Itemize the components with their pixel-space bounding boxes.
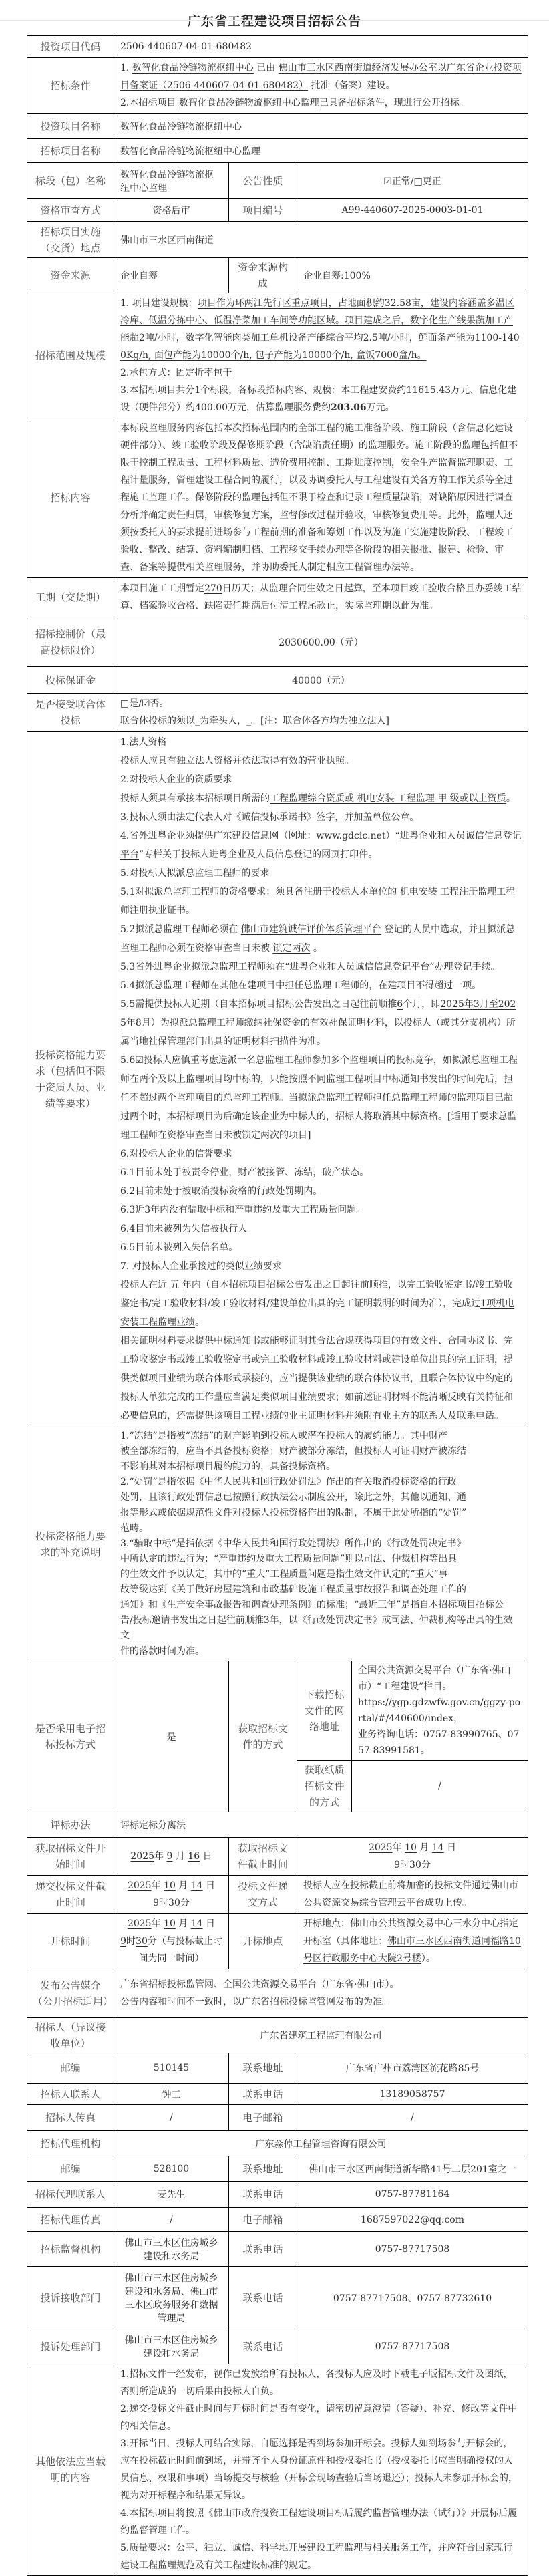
document-deadline-value: 2025年 10 月 14 日 9时30分 [297,1838,528,1876]
delivery-location-value: 佛山市三水区西南街道 [114,222,528,258]
row-delivery-location [27,222,528,258]
investment-project-name-label: 投资项目名称 [27,114,114,139]
row-bid-bond [27,667,528,694]
row-complaint-handling [27,2329,528,2364]
agency-label: 招标代理机构 [27,2131,114,2156]
row-duration [27,578,528,617]
agency-value: 广东淼倬工程管理咨询有限公司 [114,2131,528,2156]
tenderer-postcode-label: 邮编 [27,2053,114,2084]
tenderer-postcode-value: 510145 [114,2053,229,2084]
tender-announcement-table [27,35,528,2576]
complaint-handling-value: 佛山市三水区住房城乡建设和水务局 [114,2329,229,2364]
row-agency-postcode [27,2156,528,2182]
agency-contact-label: 招标代理联系人 [27,2182,114,2208]
agency-phone-label: 联系电话 [229,2182,297,2208]
project-number-value: A99-440607-2025-0003-01-01 [297,199,528,222]
agency-fax-label: 招标代理传真 [27,2208,114,2232]
announcement-media-value: 广东省招标投标监管网、全国公共资源交易平台（广东省·佛山市）。 公告内容和时间不一致时，以广东省招标投标监管网发布的为准。 [114,1969,528,2018]
submit-deadline-value: 2025年 10 月 14 日 9时30分 [114,1876,229,1914]
investment-project-name-value: 数智化食品冷链物流枢纽中心 [114,114,528,139]
tender-content-value: 本标段监理服务内容包括本次招标范围内的全部工程的施工准备阶段、施工阶段（含信息化建设硬件部分）、竣工验收阶段及保修期阶段（含缺陷责任期）的监理服务。施工阶段的监理包括但不限于控制工程质量、工程材料质量、造价费用控制、工期进度控制，安全生产监督监理职责、工程计量服务，管理建设工程合同的履行，以及协调委托人与工程建设有关各方的工作关系等全过程施工监理工作。保修阶段的监理包括但不限于检查和记录工程质量缺陷，对缺陷原因进行调查分析并确定责任归属，审核修复方案，监督修改过程并验收，审核修复费用等。此外，监理人还须按委托人的要求提前进场参与工程前期的准备和筹划工作以及为施工实施建设阶段、工程竣工验收、整改、结算、资料编制归档、工程移交手续办理等各阶段的相关报批、报建、检验、审查、备案等提供相关监理服务，并协助委托人制定相应工程管理办法等。 [114,418,528,578]
row-bid-opening [27,1914,528,1969]
project-number-label: 项目编号 [229,199,297,222]
download-address-value: 全国公共资源交易平台（广东省·佛山市）“工程建设”栏目。 https://ygp.gdzwfw.gov.cn/ggzy-portal/#/440600/index， 业务咨询电话：0757-83990765、0757-83991581。 [352,1661,528,1761]
duration-label: 工期（交货期） [27,578,114,617]
tenderer-phone-value: 13189058757 [297,2084,528,2105]
supervision-agency-label: 招标监督机构 [27,2232,114,2267]
row-document-obtain-time [27,1838,528,1876]
row-complaint-receiving [27,2267,528,2329]
tender-scope-value: 1. 项目建设规模：项目作为环两江先行区重点项目，占地面积约32.58亩，建设内容涵盖多温区冷库、低温分拣中心、低温净菜加工车间等功能区域。项目建成之后，数字化生产线果蔬加工产能超2吨/小时，数字化智能肉类加工单机设备产能综合平均2.5吨/小时，鲜面条产能为1100-1400Kg/h, 面包产能为10000个/h, 包子产能为10000个/h, 盒饭7000盒/h。 2.承包方式：固定折率包干 3.本招标项目共分1个标段，各标段招标内容、规模：本工程建安费约11615.43万元、信息化建设（硬件部分）约400.00万元，估算监理服务费约203.06万元。 [114,293,528,418]
complaint-receiving-phone-value: 0757-87717508、0757-87732610 [297,2267,528,2329]
row-funding-source [27,258,528,293]
row-qualification-requirements [27,732,528,1427]
agency-contact-value: 麦先生 [114,2182,229,2208]
tenderer-contact-label: 招标人联系人 [27,2084,114,2105]
complaint-handling-label: 投诉处理部门 [27,2329,114,2364]
tenderer-address-label: 联系地址 [229,2053,297,2084]
submit-method-value: 投标人应在投标截止前将加密的投标文件通过佛山市公共资源交易综合管理云平台成功上传。 [297,1876,528,1914]
row-agency-contact [27,2182,528,2208]
row-project-code [27,36,528,58]
agency-fax-value: / [114,2208,229,2232]
qualification-method-label: 资格审查方式 [27,199,114,222]
bid-opening-time-value: 2025年 10 月 14 日 9时30分（与投标截止时间为同一时间） [114,1914,229,1969]
paper-documents-label: 获取纸质招标文件的方式 [297,1761,352,1812]
tenderer-label: 招标人（异议接收单位） [27,2018,114,2053]
bid-bond-value: 40000（元） [114,667,528,694]
row-qualification-supplement [27,1427,528,1661]
row-agency [27,2131,528,2156]
paper-documents-value: / [352,1761,528,1812]
row-tender-scope [27,293,528,418]
row-tender-content [27,418,528,578]
consortium-label: 是否接受联合体投标 [27,694,114,732]
row-supervision-agency [27,2232,528,2267]
submit-deadline-label: 递交投标文件截止时间 [27,1876,114,1914]
tenderer-email-value: / [297,2105,528,2131]
row-tender-conditions [27,58,528,114]
tender-project-name-value: 数智化食品冷链物流枢纽中心监理 [114,139,528,163]
agency-postcode-label: 邮编 [27,2156,114,2182]
duration-value: 本项目施工工期暂定270日历天；从监理合同生效之日起算，至本项目竣工验收合格且办妥竣工结算、档案验收合格、缺陷责任期满后付清工程尾款止，实际监理期以此为准。 [114,578,528,617]
row-tenderer-contact [27,2084,528,2105]
complaint-receiving-label: 投诉接收部门 [27,2267,114,2329]
row-evaluation-method [27,1812,528,1838]
section-name-value: 数智化食品冷链物流枢纽中心监理 [114,163,229,199]
obtain-documents-method-label: 获取招标文件的方式 [229,1661,297,1812]
ebidding-label: 是否采用电子招标投标方式 [27,1661,114,1812]
bid-opening-place-value: 开标地点：佛山市公共资源交易中心三水分中心指定开标室（具体地址：佛山市三水区西南街道同福路10号区行政服务中心大院2号楼）。 [297,1914,528,1969]
row-control-price [27,617,528,667]
row-tender-project-name [27,139,528,163]
complaint-receiving-value: 佛山市三水区住房城乡建设和水务局、佛山市三水区政务服务和数据管理局 [114,2267,229,2329]
tenderer-fax-label: 招标人传真 [27,2105,114,2131]
funding-composition-value: 企业自筹:100% [297,258,528,293]
row-qualification-method [27,199,528,222]
tenderer-value: 广东省建筑工程监理有限公司 [114,2018,528,2053]
tenderer-fax-value: / [114,2105,229,2131]
row-other-matters [27,2364,528,2576]
complaint-receiving-phone-label: 联系电话 [229,2267,297,2329]
download-address-label: 下载招标文件的网络地址 [297,1661,352,1761]
supervision-phone-label: 联系电话 [229,2232,297,2267]
row-tenderer-postcode [27,2053,528,2084]
row-section-name [27,163,528,199]
document-deadline-label: 获取招标文件截止时间 [229,1838,297,1876]
tender-project-name-label: 招标项目名称 [27,139,114,163]
agency-postcode-value: 528100 [114,2156,229,2182]
row-tenderer-fax [27,2105,528,2131]
agency-address-label: 联系地址 [229,2156,297,2182]
page-title: 广东省工程建设项目招标公告 [187,14,361,29]
evaluation-method-label: 评标办法 [27,1812,114,1838]
tender-conditions-value: 1. 数智化食品冷链物流枢纽中心 已由 佛山市三水区西南街道经济发展办公室以广东省企业投资项目备案证（2506-440607-04-01-680482） 批准（备案）建设。 2.本招标项目 数智化食品冷链物流枢纽中心监理已具备招标条件，现进行公开招标。 [114,58,528,114]
funding-source-label: 资金来源 [27,258,114,293]
supervision-phone-value: 0757-87717508 [297,2232,528,2267]
tender-scope-label: 招标范围及规模 [27,293,114,418]
tenderer-phone-label: 联系电话 [229,2084,297,2105]
agency-phone-value: 0757-87781164 [297,2182,528,2208]
qualification-method-value: 资格后审 [114,199,229,222]
bid-opening-place-label: 开标地点 [229,1914,297,1969]
agency-address-value: 佛山市三水区西南街道新华路41号二层201室之一 [297,2156,528,2182]
tenderer-contact-value: 钟工 [114,2084,229,2105]
complaint-handling-phone-label: 联系电话 [229,2329,297,2364]
bid-opening-time-label: 开标时间 [27,1914,114,1969]
tenderer-address-value: 广东省广州市荔湾区流花路85号 [297,2053,528,2084]
consortium-value: □是/☑否。 联合体投标的须以_为牵头人，_。[注：联合体各方均为独立法人] [114,694,528,732]
document-start-value: 2025年 9 月 16 日 [114,1838,229,1876]
notice-nature-value: ☑正常/□更正 [297,163,528,199]
page-top-divider [0,20,549,21]
row-submit-deadline [27,1876,528,1914]
row-ebidding-download [27,1661,528,1761]
qualification-supplement-value: 1.“冻结”是指被“冻结”的财产影响到投标人或潜在投标人的履约能力。其中财产 被全部冻结的，应当不具备投标资格；财产被部分冻结，但投标人可证明财产被冻结 不影响其对本招标项目履约能力的，具备投标资格。 2.“处罚”是指依据《中华人民共和国行政处罚法》作出的有关取消投标资格的行政 处罚，且该行政处罚信息已按照行政执法公示制度公开，除此之外，其他以通知、通 报等形式或依据规范性文件对投标人投标资格作出的限制，不属于此处所指的“处罚” 范畴。 3.“骗取中标”是指依据《中华人民共和国行政处罚法》所作出的《行政处罚决定书》 中所认定的违法行为；“严重违约及重大工程质量问题”则以司法、仲裁机构等出具 的生效文件予以认定，其中的“重大”工程质量问题是指生效文件认定的“重大”事 故等级达到《关于做好房屋建筑和市政基础设施工程质量事故报告和调查处理工作的 通知》和《生产安全事故报告和调查处理条例》的标准；“最近三年”是指自本招标项目招标公 告/投标邀请书发出之日起往前顺推3年，以《行政处罚决定书》或司法、仲裁机构等出具的生效文 件的落款时间为准。 [114,1427,528,1661]
row-announcement-media [27,1969,528,2018]
other-matters-label: 其他依法应当载明的内容 [27,2364,114,2576]
row-investment-project-name [27,114,528,139]
section-name-label: 标段（包）名称 [27,163,114,199]
qualification-supplement-label: 投标资格能力要求的补充说明 [27,1427,114,1661]
delivery-location-label: 招标项目实施（交货）地点 [27,222,114,258]
row-agency-fax [27,2208,528,2232]
supervision-agency-value: 佛山市三水区住房城乡建设和水务局 [114,2232,229,2267]
agency-email-label: 电子邮箱 [229,2208,297,2232]
document-start-label: 获取招标文件开始时间 [27,1838,114,1876]
bid-bond-label: 投标保证金 [27,667,114,694]
agency-email-value: 1687597022@qq.com [297,2208,528,2232]
announcement-media-label: 发布公告媒介（公开招标适用） [27,1969,114,2018]
row-tenderer [27,2018,528,2053]
complaint-handling-phone-value: 0757-87717508 [297,2329,528,2364]
qualification-requirements-value: 1.法人资格 投标人应具有独立法人资格并依法取得有效的营业执照。 2.对投标人企业的资质要求 投标人须具有承接本招标项目所需的工程监理综合资质或 机电安装 工程监理 甲 级或以上资质。 3.投标人须由法定代表人对《诚信投标承诺书》签字，并加盖单位公章。 4.省外进粤企业须提供广东建设信息网（网址：www.gdcic.net）“进粤企业和人员诚信信息登记平台”专栏关于投标人进粤企业及人员信息登记的网页打印件。 5.对投标人拟派总监理工程师的要求 5.1对拟派总监理工程师的资格要求：须具备注册于投标人本单位的 机电安装 工程注册监理工程师注册执业证书。 5.2拟派总监理工程师必须在 佛山市建筑诚信评价体系管理平台 登记的人员中选取，并且拟派总监理工程师必须在资格审查当日未被 锁定两次 。 5.3省外进粤企业拟派总监理工程师须在“进粤企业和人员诚信信息登记平台”办理登记手续。 5.4拟派总监理工程师在其他在建项目中担任总监理工程师的，在建项目不得超过一项。 5.5需提供投标人近期（自本招标项目招标公告发出之日起往前顺推6个月，即2025年3月至2025年8月）为拟派总监理工程师缴纳社保资金的有效社保证明材料，以投标人（或其分支机构）所属当地社保管理部门出具的证明材料扫描件为准。 5.6☑投标人应慎重考虑选派一名总监理工程师参加多个监理项目的投标竞争，如拟派总监理工程师在两个及以上监理项目均中标的，只能按照不同监理工程项目中标通知书发出的时间先后，担任不超过两个监理项目的总监理工程师。当拟派总监理工程师担任总监理工程师的监理项目已超过两个时，本招标项目为后确定该企业为中标人的，招标人将取消其中标资格。[适用于要求总监理工程师在资格审查当日未被锁定两次的项目] 6.对投标人企业的信誉要求 6.1目前未处于被责令停业，财产被接管、冻结，破产状态。 6.2目前未处于被取消投标资格的行政处罚期内。 6.3近3年内没有骗取中标和严重违约及重大工程质量问题。 6.4目前未被列为失信被执行人。 6.5目前未被列入失信名单。 7. 对投标人企业承接过的类似业绩要求 投标人在近 五 年内（自本招标项目招标公告发出之日起往前顺推，以完工验收鉴定书/竣工验收鉴定书/完工验收材料/竣工验收材料/建设单位出具的完工证明载明的时间为准），完成过1项机电安装工程监理业绩。 相关证明材料要求提供中标通知书或能够证明其合法合规获得项目的有效文件、合同协议书、完工验收鉴定书或竣工验收鉴定书或完工验收材料或竣工验收材料或建设单位出具的完工证明，提供类似项目业绩为联合体形式承接的，应当提供该业绩的联合体协议书，且联合体协议中约定的投标人单独完成的工作量应当满足类似项目业绩要求；如前述证明材料不能清晰反映有关特征和必要信息的，还需提供该项目工程业绩的业主证明材料并须附有业主方的联系人及联系电话。 [114,732,528,1427]
tender-content-label: 招标内容 [27,418,114,578]
submit-method-label: 投标文件递交方式 [229,1876,297,1914]
control-price-label: 招标控制价（最高投标限价） [27,617,114,667]
control-price-value: 2030600.00（元） [114,617,528,667]
ebidding-value: 是 [114,1661,229,1812]
row-consortium [27,694,528,732]
qualification-requirements-label: 投标资格能力要求（包括但不限于资质人员、业绩等要求） [27,732,114,1427]
other-matters-value: 1.招标文件一经发布，视作已发放给所有投标人，各投标人应及时下载电子版招标文件及图纸，否则所造成的一切后果由投标人自负。 2.递交投标文件截止时间与开标时间是否有变化，请密切留意澄清（答疑）、补充、修改等文件中的相关信息。 3.开标当日，投标人可结合实际，自愿选择是否到场参加开标会。投标人如到场参与开标会的，应在投标截止时间前到场，并带齐个人身份证原件和授权委托书（授权委托书应当明确授权的人员信息、权限和事项）当场提交与核验（开标会现场查验后当场退还）；投标人未参加开标会的，视为对开标程序和结果无异议。 4.本招标项目将按照《佛山市政府投资工程建设项目标后履约监督管理办法（试行）》开展标后履约监督管理工作。 5.质量要求：公平、独立、诚信、科学地开展建设工程监理与相关服务工作，并应符合国家现行建设工程监理规范及有关工程建设标准的规定。 [114,2364,528,2576]
project-code-value: 2506-440607-04-01-680482 [114,36,528,58]
notice-nature-label: 公告性质 [229,163,297,199]
funding-source-value: 企业自筹 [114,258,229,293]
evaluation-method-value: 评标定标分离法 [114,1812,528,1838]
tender-conditions-label: 招标条件 [27,58,114,114]
tenderer-email-label: 电子邮箱 [229,2105,297,2131]
project-code-label: 投资项目代码 [27,36,114,58]
funding-composition-label: 资金来源构成 [229,258,297,293]
